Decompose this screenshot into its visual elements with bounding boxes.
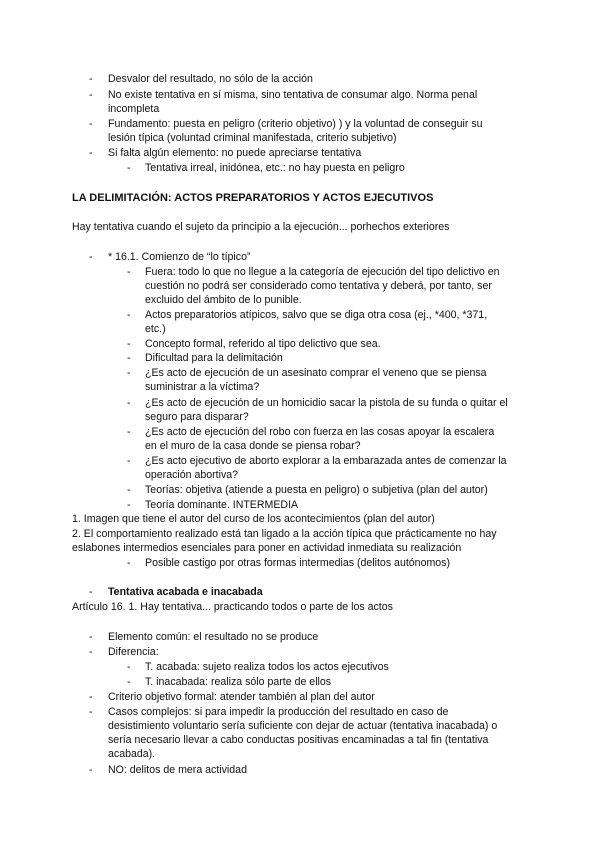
sublist-bullet: -	[127, 352, 131, 364]
list-item-diferencia: Diferencia:	[108, 646, 159, 658]
list-item-16-1: * 16.1. Comienzo de “lo típico”	[108, 251, 251, 263]
section-heading-tentativa-acabada: Tentativa acabada e inacabada	[108, 586, 263, 598]
list-item-mera-actividad: NO: delitos de mera actividad	[108, 764, 247, 776]
list-item-desvalor: Desvalor del resultado, no sólo de la acción	[108, 73, 313, 85]
sublist-item-actos-preparatorios: Actos preparatorios atípicos, salvo que se diga otra cosa (ej., *400, *371,	[145, 309, 488, 321]
sublist-bullet: -	[127, 266, 131, 278]
sublist-item-asesinato: ¿Es acto de ejecución de un asesinato comprar el veneno que se piensa	[145, 367, 487, 379]
sublist-bullet: -	[127, 557, 131, 569]
numbered-item-2: 2. El comportamiento realizado está tan ligado a la acción típica que prácticamente no hay	[72, 528, 497, 540]
sublist-item-actos-preparatorios-cont: etc.)	[145, 323, 166, 335]
sublist-item-dificultad: Dificultad para la delimitación	[145, 352, 283, 364]
sublist-bullet: -	[127, 397, 131, 409]
sublist-item-tentativa-irreal: Tentativa irreal, inidónea, etc.: no hay puesta en peligro	[145, 162, 405, 174]
sublist-bullet: -	[127, 162, 131, 174]
list-item-casos-complejos-cont2: sería necesario llevar a cabo conductas positivas encaminadas a tal fin (tentativa	[108, 734, 489, 746]
list-item-fundamento-cont: lesión típica (voluntad criminal manifestada, criterio subjetivo)	[108, 132, 397, 144]
list-item-casos-complejos-cont3: acabada).	[108, 748, 156, 760]
sublist-item-aborto: ¿Es acto ejecutivo de aborto explorar a la embarazada antes de comenzar la	[145, 455, 507, 467]
sublist-bullet: -	[127, 455, 131, 467]
sublist-bullet: -	[127, 426, 131, 438]
sublist-bullet: -	[127, 367, 131, 379]
sublist-item-posible-castigo: Posible castigo por otras formas intermedias (delitos autónomos)	[145, 557, 451, 569]
sublist-bullet: -	[127, 499, 131, 511]
numbered-item-1: 1. Imagen que tiene el autor del curso de los acontecimientos (plan del autor)	[72, 513, 435, 525]
sublist-bullet: -	[127, 676, 131, 688]
sublist-item-fuera-cont1: cuestión no podrá ser considerado como tentativa y deberá, por tanto, ser	[145, 280, 492, 292]
sublist-item-fuera: Fuera: todo lo que no llegue a la categoría de ejecución del tipo delictivo en	[145, 266, 500, 278]
sublist-item-fuera-cont2: excluido del ámbito de lo punible.	[145, 294, 302, 306]
sublist-item-teoria-dominante: Teoría dominante. INTERMEDIA	[145, 499, 299, 511]
sublist-bullet: -	[127, 309, 131, 321]
list-item-elemento-comun: Elemento común: el resultado no se produce	[108, 631, 319, 643]
list-bullet: -	[89, 89, 93, 101]
sublist-item-robo-cont: en el muro de la casa donde se piensa robar?	[145, 440, 361, 452]
paragraph-articulo-16: Artículo 16. 1. Hay tentativa... practicando todos o parte de los actos	[72, 601, 393, 613]
list-item-si-falta: Si falta algún elemento: no puede apreciarse tentativa	[108, 147, 362, 159]
sublist-item-teorias: Teorías: objetiva (atiende a puesta en peligro) o subjetiva (plan del autor)	[145, 484, 488, 496]
sublist-item-asesinato-cont: suministrar a la víctima?	[145, 381, 260, 393]
list-bullet: -	[89, 706, 93, 718]
sublist-bullet: -	[127, 484, 131, 496]
list-bullet: -	[89, 251, 93, 263]
sublist-item-homicidio: ¿Es acto de ejecución de un homicidio sacar la pistola de su funda o quitar el	[145, 397, 508, 409]
list-bullet: -	[89, 73, 93, 85]
list-item-no-existe-cont: incompleta	[108, 103, 160, 115]
sublist-item-homicidio-cont: seguro para disparar?	[145, 411, 249, 423]
sublist-bullet: -	[127, 661, 131, 673]
numbered-item-2-cont: eslabones intermedios esenciales para poner en actividad inmediata su realización	[72, 542, 462, 554]
list-bullet: -	[89, 646, 93, 658]
list-item-casos-complejos-cont1: desistimiento voluntario sería suficiente con dejar de actuar (tentativa inacabada) o	[108, 720, 498, 732]
list-bullet: -	[89, 118, 93, 130]
paragraph-hay-tentativa: Hay tentativa cuando el sujeto da principio a la ejecución... porhechos exteriores	[72, 221, 450, 233]
sublist-item-concepto-formal: Concepto formal, referido al tipo delictivo que sea.	[145, 338, 381, 350]
list-item-casos-complejos: Casos complejos: si para impedir la producción del resultado en caso de	[108, 706, 449, 718]
list-item-no-existe: No existe tentativa en sí misma, sino tentativa de consumar algo. Norma penal	[108, 89, 478, 101]
sublist-item-t-acabada: T. acabada: sujeto realiza todos los actos ejecutivos	[145, 661, 389, 673]
list-bullet: -	[89, 691, 93, 703]
list-bullet: -	[89, 147, 93, 159]
sublist-item-aborto-cont: operación abortiva?	[145, 469, 239, 481]
section-heading-delimitacion: LA DELIMITACIÓN: ACTOS PREPARATORIOS Y ACTOS EJECUTIVOS	[72, 192, 434, 204]
sublist-item-robo: ¿Es acto de ejecución del robo con fuerza en las cosas apoyar la escalera	[145, 426, 495, 438]
list-bullet: -	[89, 764, 93, 776]
sublist-item-t-inacabada: T. inacabada: realiza sólo parte de ellos	[145, 676, 332, 688]
sublist-bullet: -	[127, 338, 131, 350]
list-bullet: -	[89, 586, 93, 598]
list-bullet: -	[89, 631, 93, 643]
list-item-fundamento: Fundamento: puesta en peligro (criterio objetivo) ) y la voluntad de conseguir su	[108, 118, 483, 130]
list-item-criterio-objetivo: Criterio objetivo formal: atender también al plan del autor	[108, 691, 375, 703]
